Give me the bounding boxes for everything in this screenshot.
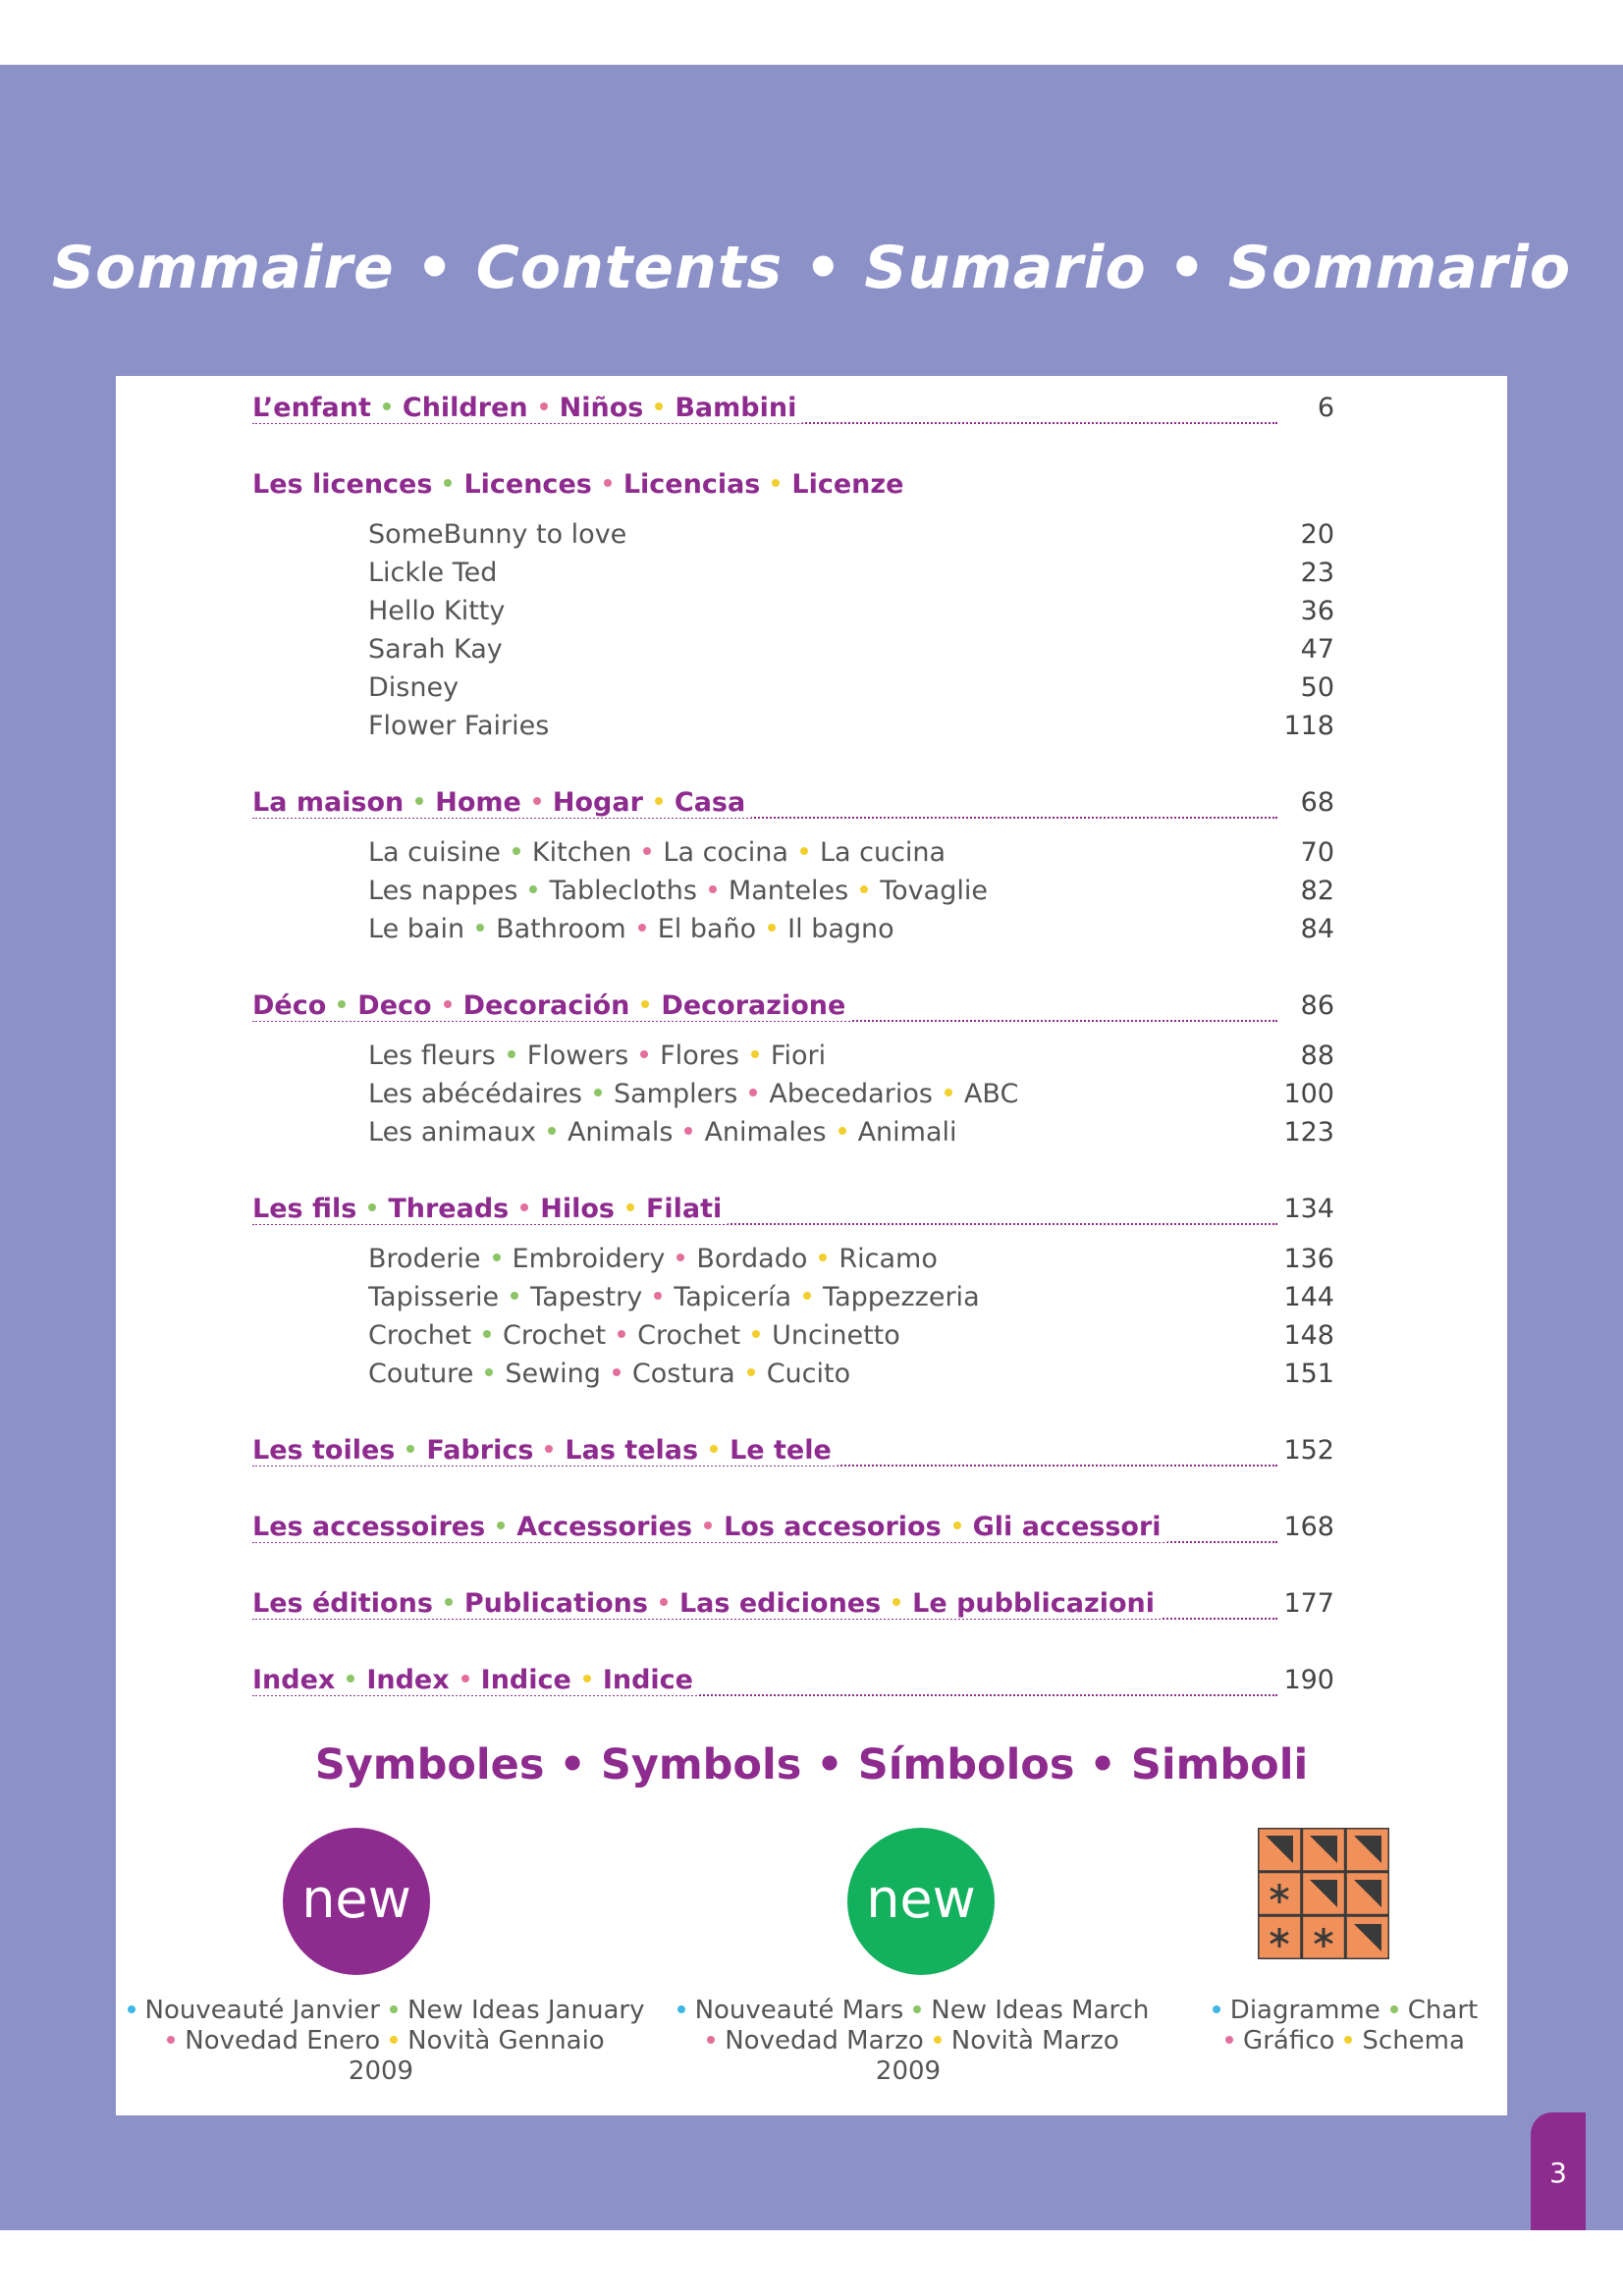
page-ref: 82 [1300,876,1334,906]
toc-title-es: Hogar [552,787,643,818]
toc-section-index[interactable] [252,1665,1334,1703]
toc-section-maison[interactable] [252,787,1334,826]
toc-item-broderie[interactable] [368,1244,1334,1282]
toc-item-en: Bathroom [496,914,626,944]
caption-text: Diagramme [1229,1996,1380,2025]
toc-item-label: SomeBunny to love [368,519,627,550]
caption-text: Chart [1407,1996,1479,2025]
toc-item-sarah-kay[interactable] [368,634,1334,672]
toc-title-it: Le tele [730,1435,832,1466]
toc-item-label: Lickle Ted [368,558,498,588]
toc-item-it: Fiori [770,1041,827,1071]
toc-title-it: Filati [645,1194,723,1224]
toc-title-en: Index [366,1665,450,1695]
page-ref: 6 [1317,393,1334,423]
toc-item-it: Cucito [766,1359,851,1389]
toc-item-label: Disney [368,672,460,703]
page-number-tab [1531,2112,1586,2230]
toc-title-it: Gli accessori [972,1512,1162,1542]
toc-title-es: Las ediciones [678,1588,882,1619]
toc-item-lickle-ted[interactable] [368,558,1334,596]
toc-item-es: Abecedarios [769,1079,933,1109]
toc-title-en: Fabrics [426,1435,534,1466]
page-ref: 68 [1300,787,1334,818]
toc-item-fr: Tapisserie [368,1282,500,1312]
page-ref: 100 [1283,1079,1334,1109]
new-january-badge [283,1828,430,1975]
page-ref: 123 [1283,1117,1334,1148]
toc-item-es: La cocina [663,837,788,868]
toc-item-abecedaires[interactable] [368,1079,1334,1117]
toc-item-it: Il bagno [787,914,894,944]
toc-section-editions[interactable] [252,1588,1334,1627]
toc-title-fr: Les éditions [252,1588,433,1619]
caption-text: Novità Marzo [950,2026,1119,2056]
caption-text: Novedad Marzo [725,2026,924,2056]
toc-title-fr: Les toiles [252,1435,396,1466]
page-ref: 86 [1300,990,1334,1021]
caption-text: Novità Gennaio [407,2026,605,2056]
toc-item-it: La cucina [819,837,947,868]
page-ref: 151 [1283,1359,1334,1389]
toc-item-disney[interactable] [368,672,1334,711]
page-ref: 20 [1300,519,1334,550]
caption-year: 2009 [875,2056,942,2086]
page-ref: 36 [1300,596,1334,626]
toc-item-somebunny[interactable] [368,519,1334,558]
toc-item-fr: Broderie [368,1244,481,1274]
toc-item-crochet[interactable] [368,1320,1334,1359]
toc-title-es: Hilos [540,1194,615,1224]
toc-item-cuisine[interactable] [368,837,1334,876]
page-ref: 134 [1283,1194,1334,1224]
caption-text: New Ideas March [931,1996,1150,2025]
new-march-badge [847,1828,995,1975]
toc-title-en: Children [402,393,528,423]
toc-item-it: Tovaglie [880,876,988,906]
toc-item-couture[interactable] [368,1359,1334,1397]
toc-item-fr: Les abécédaires [368,1079,582,1109]
caption-text: Gráfico [1243,2026,1335,2056]
toc-section-licences[interactable] [252,469,1334,507]
toc-item-en: Tablecloths [549,876,697,906]
toc-title-fr: Les licences [252,469,433,500]
toc-title-es: Decoración [462,990,630,1021]
toc-item-fr: Les nappes [368,876,518,906]
page-ref: 177 [1283,1588,1334,1619]
toc-item-it: Animali [857,1117,957,1148]
caption-new-march [658,1996,1159,2087]
toc-item-flower-fairies[interactable] [368,711,1334,749]
page-ref: 50 [1300,672,1334,703]
page-ref: 70 [1300,837,1334,868]
toc-item-fr: Couture [368,1359,474,1389]
toc-item-en: Tapestry [530,1282,643,1312]
toc-title-fr: Les fils [252,1194,357,1224]
page-ref: 152 [1283,1435,1334,1466]
toc-section-accessoires[interactable] [252,1512,1334,1550]
toc-title-en: Home [435,787,521,818]
new-badge-label: new [866,1868,976,1930]
chart-grid-icon [1258,1828,1389,1959]
toc-section-fils[interactable] [252,1194,1334,1232]
toc-title-en: Threads [388,1194,510,1224]
toc-item-nappes[interactable] [368,876,1334,914]
page-ref: 118 [1283,711,1334,741]
toc-section-enfant[interactable] [252,393,1334,431]
toc-item-es: Flores [660,1041,739,1071]
caption-text: Nouveauté Janvier [144,1996,380,2025]
toc-item-it: Tappezzeria [823,1282,980,1312]
toc-title-en: Publications [463,1588,648,1619]
toc-item-es: Tapicería [674,1282,792,1312]
toc-title-fr: Les accessoires [252,1512,486,1542]
toc-item-it: ABC [963,1079,1019,1109]
toc-title-it: Indice [602,1665,693,1695]
toc-item-label: Sarah Kay [368,634,503,665]
toc-item-bain[interactable] [368,914,1334,952]
toc-item-animaux[interactable] [368,1117,1334,1155]
toc-item-en: Crochet [503,1320,607,1351]
page-title: Sommaire • Contents • Sumario • Sommario [51,234,1572,302]
toc-item-es: Animales [704,1117,827,1148]
page-ref: 148 [1283,1320,1334,1351]
caption-text: Nouveauté Mars [694,1996,904,2025]
caption-chart [1173,1996,1507,2056]
caption-year: 2009 [348,2056,414,2086]
toc-item-en: Flowers [526,1041,629,1071]
toc-item-en: Kitchen [531,837,632,868]
toc-title-it: Licenze [791,469,904,500]
caption-new-january [106,1996,656,2087]
table-of-contents [252,393,1334,1703]
toc-item-es: Crochet [637,1320,741,1351]
caption-text: Schema [1362,2026,1465,2056]
page-ref: 88 [1300,1041,1334,1071]
toc-item-it: Uncinetto [772,1320,900,1351]
toc-item-es: Manteles [728,876,849,906]
page-ref: 136 [1283,1244,1334,1274]
toc-title-es: Licencias [622,469,761,500]
toc-title-it: Casa [674,787,746,818]
page-ref: 190 [1283,1665,1334,1695]
toc-item-fr: Les fleurs [368,1041,496,1071]
toc-item-en: Animals [567,1117,674,1148]
toc-item-fr: Les animaux [368,1117,536,1148]
toc-title-fr: La maison [252,787,405,818]
toc-item-fr: Le bain [368,914,465,944]
toc-title-it: Bambini [675,393,797,423]
page-number: 3 [1549,2157,1567,2189]
toc-title-fr: L’enfant [252,393,371,423]
toc-title-it: Decorazione [661,990,846,1021]
toc-title-en: Accessories [516,1512,693,1542]
caption-text: Novedad Enero [185,2026,381,2056]
toc-title-fr: Index [252,1665,336,1695]
symbols-title: Symboles • Symbols • Símbolos • Simboli [314,1740,1309,1789]
toc-item-tapisserie[interactable] [368,1282,1334,1320]
new-badge-label: new [301,1868,411,1930]
toc-item-hello-kitty[interactable] [368,596,1334,634]
toc-item-label: Flower Fairies [368,711,550,741]
toc-title-es: Las telas [565,1435,699,1466]
page-ref: 23 [1300,558,1334,588]
page-ref: 144 [1283,1282,1334,1312]
toc-item-fleurs[interactable] [368,1041,1334,1079]
toc-item-fr: Crochet [368,1320,472,1351]
toc-title-it: Le pubblicazioni [912,1588,1156,1619]
toc-item-en: Samplers [613,1079,738,1109]
toc-title-es: Los accesorios [724,1512,942,1542]
toc-title-es: Niños [559,393,644,423]
toc-title-en: Deco [357,990,432,1021]
toc-title-es: Indice [480,1665,571,1695]
page-ref: 84 [1300,914,1334,944]
toc-section-deco[interactable] [252,990,1334,1029]
toc-title-en: Licences [463,469,592,500]
toc-item-es: Costura [631,1359,735,1389]
toc-item-label: Hello Kitty [368,596,506,626]
toc-item-fr: La cuisine [368,837,501,868]
toc-item-es: Bordado [696,1244,808,1274]
page-ref: 47 [1300,634,1334,665]
toc-title-fr: Déco [252,990,327,1021]
toc-section-toiles[interactable] [252,1435,1334,1473]
toc-item-es: El baño [657,914,757,944]
toc-item-en: Embroidery [512,1244,666,1274]
page-ref: 168 [1283,1512,1334,1542]
toc-item-en: Sewing [505,1359,601,1389]
toc-item-it: Ricamo [839,1244,938,1274]
caption-text: New Ideas January [407,1996,645,2025]
